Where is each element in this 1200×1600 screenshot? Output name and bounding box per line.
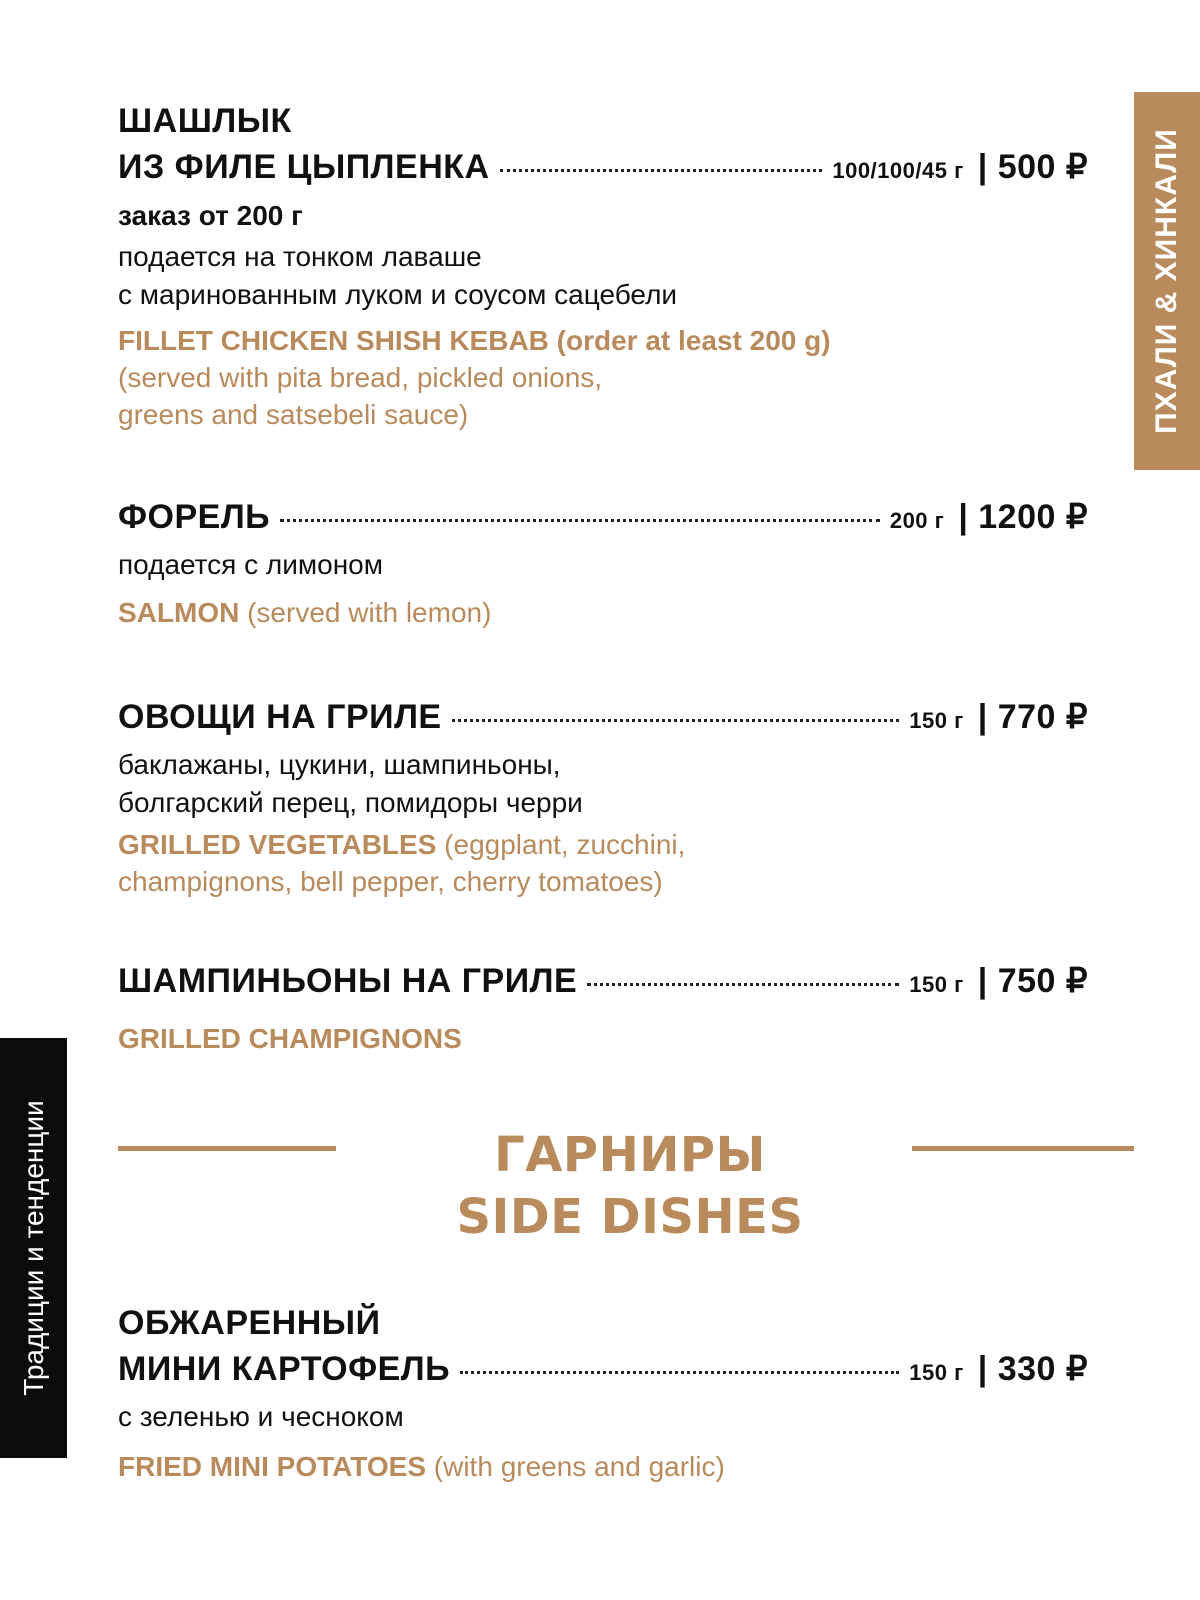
item-desc-ru: подается с лимоном (118, 549, 383, 580)
menu-item-grilled-vegetables (118, 694, 1088, 900)
item-weight: 150 г (909, 972, 964, 997)
item-desc-ru: с маринованным луком и соусом сацебели (118, 279, 678, 310)
item-title-row (118, 958, 1088, 1008)
section-divider-right (912, 1146, 1134, 1151)
brand-side-tab (0, 1038, 67, 1458)
item-title-line2: ИЗ ФИЛЕ ЦЫПЛЕНКА (118, 148, 490, 186)
dot-leader (452, 719, 900, 722)
item-title-row (118, 694, 1088, 744)
item-desc-en: champignons, bell pepper, cherry tomatoes) (118, 866, 663, 897)
item-price: | 750 ₽ (977, 962, 1088, 1000)
item-name-en: GRILLED CHAMPIGNONS (118, 1023, 462, 1054)
item-weight: 100/100/45 г (832, 158, 964, 183)
item-weight: 150 г (909, 708, 964, 733)
item-title-line2: МИНИ КАРТОФЕЛЬ (118, 1350, 451, 1388)
item-weight: 200 г (889, 508, 945, 533)
menu-item-grilled-champignons (118, 958, 1088, 1057)
item-price: | 1200 ₽ (958, 498, 1088, 536)
item-desc-ru: баклажаны, цукини, шампиньоны, (118, 749, 561, 780)
item-weight: 150 г (909, 1360, 964, 1385)
item-min-order: заказ от 200 г (118, 200, 303, 231)
item-desc-ru: подается на тонком лаваше (118, 241, 482, 272)
menu-item-mini-potatoes (118, 1300, 1088, 1485)
item-title: ФОРЕЛЬ (118, 498, 271, 536)
item-title-row (118, 494, 1088, 544)
item-desc-en: greens and satsebeli sauce) (118, 399, 469, 430)
dot-leader (280, 519, 880, 522)
item-desc-en: (served with pita bread, pickled onions, (118, 362, 603, 393)
item-name-en: FRIED MINI POTATOES (with greens and garlic) (118, 1451, 725, 1482)
menu-item-chicken-kebab (118, 98, 1088, 433)
dot-leader (500, 169, 823, 172)
item-name-en: SALMON (served with lemon) (118, 597, 492, 628)
item-name-en: GRILLED VEGETABLES (eggplant, zucchini, (118, 829, 686, 860)
item-price: | 500 ₽ (977, 148, 1088, 186)
item-title-row (118, 144, 1088, 194)
section-title-ru: ГАРНИРЫ (494, 1127, 766, 1183)
section-divider-left (118, 1146, 336, 1151)
category-tab-label: ПХАЛИ & ХИНКАЛИ (1150, 128, 1183, 434)
item-title: ОВОЩИ НА ГРИЛЕ (118, 698, 442, 736)
item-price: | 330 ₽ (977, 1350, 1088, 1388)
dot-leader (460, 1371, 899, 1374)
menu-item-salmon (118, 494, 1088, 631)
dot-leader (587, 983, 899, 986)
item-title-row (118, 1346, 1088, 1396)
item-price: | 770 ₽ (977, 698, 1088, 736)
item-title-line1: ОБЖАРЕННЫЙ (118, 1304, 381, 1342)
section-title-en: SIDE DISHES (456, 1189, 804, 1245)
category-tab-khinkali[interactable] (1134, 92, 1200, 470)
item-title: ШАМПИНЬОНЫ НА ГРИЛЕ (118, 962, 578, 1000)
item-name-en: FILLET CHICKEN SHISH KEBAB (order at least 200 g) (118, 325, 831, 356)
section-heading (380, 1124, 880, 1248)
item-desc-ru: с зеленью и чесноком (118, 1401, 404, 1432)
item-desc-ru: болгарский перец, помидоры черри (118, 787, 583, 818)
item-title-line1: ШАШЛЫК (118, 102, 292, 140)
brand-tagline: Традиции и тенденции (17, 1100, 49, 1396)
